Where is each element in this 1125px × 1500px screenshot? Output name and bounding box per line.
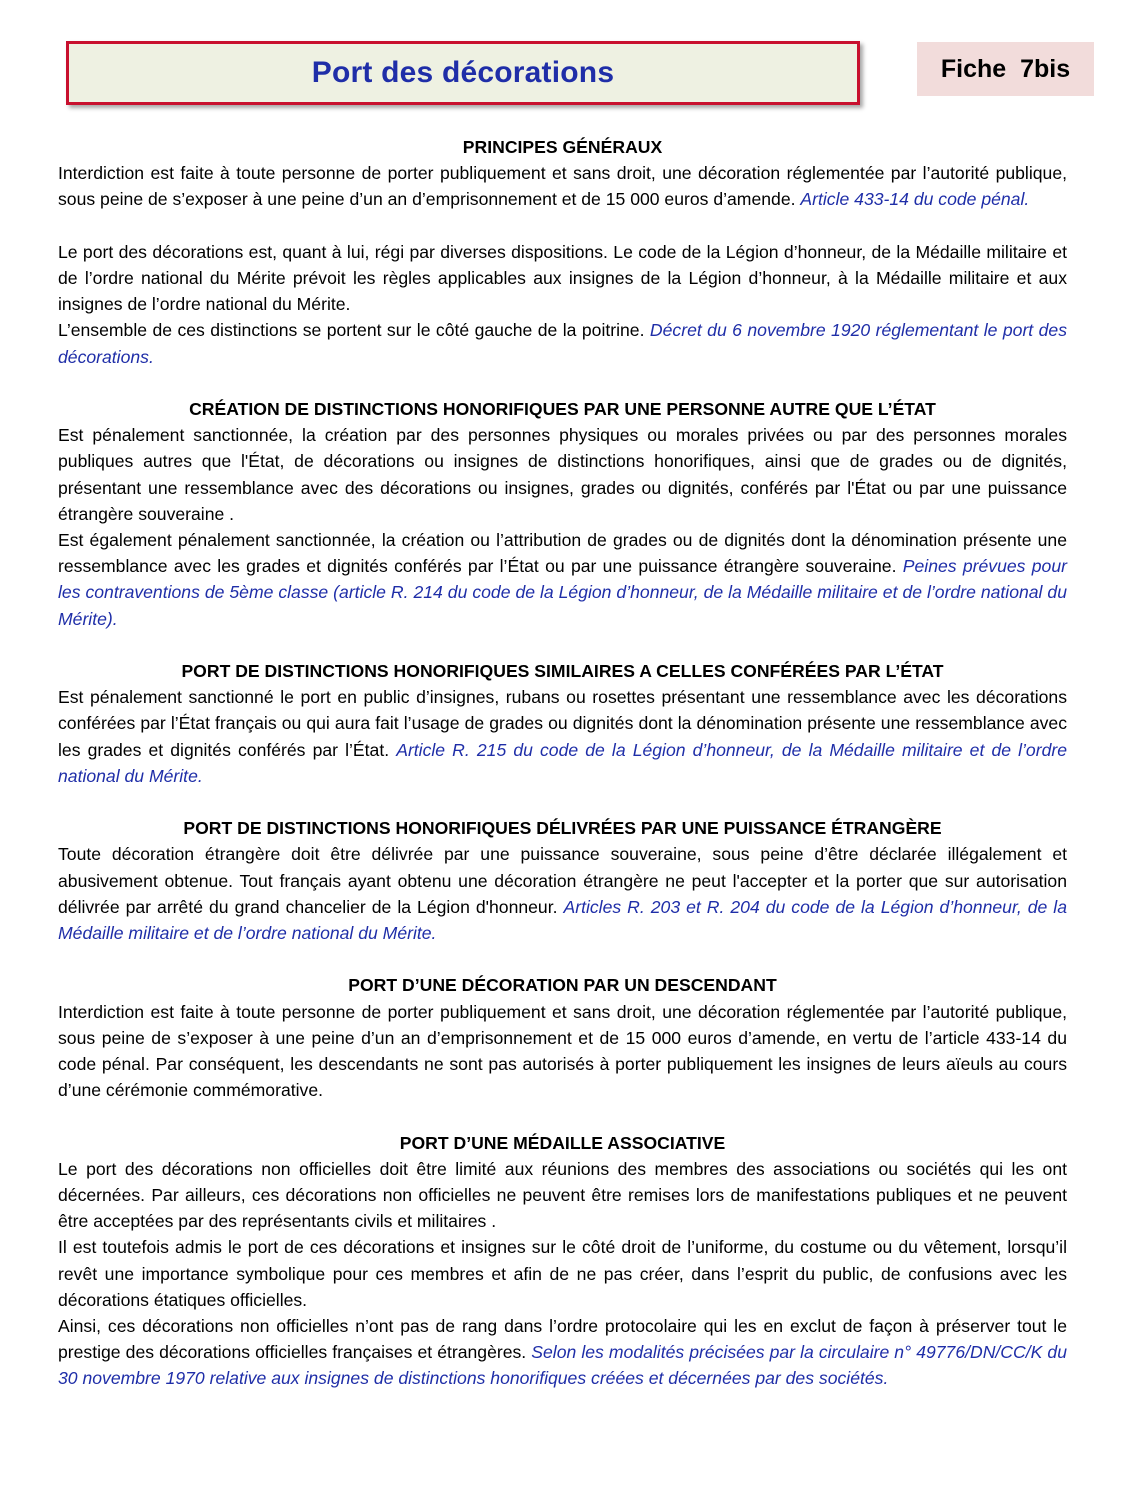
title-banner [66,41,860,105]
paragraph-text: Est pénalement sanctionné le port en public d’insignes, rubans ou rosettes présentant une ressemblance avec les décorations conférées par l’État français ou qui aura fait l’usage de grades ou dignités dont la dénomination présente une ressemblance avec les grades et dignités conférés par l’État. [58,687,1067,760]
paragraph [58,684,1067,789]
paragraph [58,160,1067,212]
section-heading: CRÉATION DE DISTINCTIONS HONORIFIQUES PAR UNE PERSONNE AUTRE QUE L’ÉTAT [189,399,936,419]
section-principes-generaux [58,134,1067,370]
section-heading: PORT D’UNE MÉDAILLE ASSOCIATIVE [399,1132,726,1153]
legal-reference: Décret du 6 novembre 1920 réglementant le port des décorations. [58,320,1067,367]
legal-reference: Articles R. 203 et R. 204 du code de la Légion d’honneur, de la Médaille militaire et de l’ordre national du Mérite. [58,896,1067,944]
paragraph-text: Est également pénalement sanctionnée, la création ou l’attribution de grades ou de dignités dont la dénomination présente une ressemblance avec les grades et dignités conférés par l’État ou par une puissance étrangère souveraine. [58,530,1067,577]
section-medaille-associative [58,1130,1067,1392]
fiche-label: Fiche 7bis [940,54,1071,83]
paragraph-text: Interdiction est faite à toute personne de porter publiquement et sans droit, une décoration réglementée par l’autorité publique, sous peine de s’exposer à une peine d’un an d’emprisonnement et de 15 000 euros d’amende. [58,163,1067,210]
legal-reference: Article R. 215 du code de la Légion d’honneur, de la Médaille militaire et de l’ordre national du Mérite. [58,739,1068,786]
paragraph-text: L’ensemble de ces distinctions se portent sur le côté gauche de la poitrine. [58,320,650,341]
paragraph-text: Ainsi, ces décorations non officielles n’ont pas de rang dans l’ordre protocolaire qui les en exclut de façon à préserver tout le prestige des décorations officielles françaises et étrangères. [58,1316,1067,1363]
section-heading: PORT DE DISTINCTIONS HONORIFIQUES SIMILAIRES A CELLES CONFÉRÉES PAR L’ÉTAT [181,661,944,682]
paragraph [58,1234,1067,1313]
section-port-distinctions-similaires [58,658,1067,789]
paragraph-text: Le port des décorations est, quant à lui, régi par diverses dispositions. Le code de la Légion d’honneur, de la Médaille militaire et de l’ordre national du Mérite prévoit les règles applicables aux insignes de la Légion d’honneur, à la Médaille militaire et aux insignes de l’ordre national du Mérite. [58,241,1067,315]
paragraph-text: Il est toutefois admis le port de ces décorations et insignes sur le côté droit de l’uniforme, du costume ou du vêtement, lorsqu’il revêt une importance symbolique pour ces membres et afin de ne pas créer, dans l’esprit du public, de confusions avec les décorations étatiques officielles. [58,1237,1067,1310]
paragraph-text: Le port des décorations non officielles doit être limité aux réunions des membres des associations ou sociétés qui les ont décernées. Par ailleurs, ces décorations non officielles ne peuvent être remises lors de manifestations publiques et ne peuvent être acceptées par des représentants civils et militaires . [58,1158,1067,1232]
paragraph [58,422,1067,527]
paragraph [58,239,1067,318]
legal-reference: Peines prévues pour les contraventions de 5ème classe (article R. 214 du code de la Légion d’honneur, de la Médaille militaire et de l’ordre national du Mérite). [58,556,1067,629]
section-creation-distinctions [58,396,1067,632]
paragraph-text: Interdiction est faite à toute personne de porter publiquement et sans droit, une décoration réglementée par l’autorité publique, sous peine de s’exposer à une peine d’un an d’emprisonnement et de 15 000 euros d’amende, en vertu de l’article 433-14 du code pénal. Par conséquent, les descendants ne sont pas autorisés à porter publiquement les insignes de leurs aïeuls au cours d’une cérémonie commémorative. [58,1001,1067,1101]
paragraph-text: Est pénalement sanctionnée, la création par des personnes physiques ou morales privées ou par des personnes morales publiques autres que l'État, de décorations ou insignes de distinctions honorifiques, ainsi que de grades ou de dignités, présentant une ressemblance avec des décorations ou insignes, grades ou dignités, conférés par l'État ou par une puissance étrangère souveraine . [58,425,1067,524]
paragraph [58,317,1067,369]
paragraph-text: Toute décoration étrangère doit être délivrée par une puissance souveraine, sous peine d’être déclarée illégalement et abusivement obtenue. Tout français ayant obtenu une décoration étrangère ne peut l'accepter et la porter que sur autorisation délivrée par arrêté du grand chancelier de la Légion d'honneur. [58,844,1067,917]
legal-reference: Selon les modalités précisées par la circulaire n° 49776/DN/CC/K du 30 novembre 1970 relative aux insignes de distinctions honorifiques créées et décernées par des sociétés. [58,1342,1067,1389]
paragraph [58,1156,1067,1235]
paragraph [58,841,1067,946]
document-body [58,134,1067,1392]
page-title: Port des décorations [311,56,615,89]
paragraph [58,999,1067,1104]
section-heading: PRINCIPES GÉNÉRAUX [462,137,663,157]
legal-reference: Article 433-14 du code pénal. [800,189,1030,210]
section-heading: PORT DE DISTINCTIONS HONORIFIQUES DÉLIVRÉES PAR UNE PUISSANCE ÉTRANGÈRE [183,818,942,839]
section-puissance-etrangere [58,815,1067,946]
paragraph [58,1313,1067,1392]
section-descendant [58,972,1067,1103]
section-heading: PORT D’UNE DÉCORATION PAR UN DESCENDANT [348,975,777,996]
fiche-badge [917,42,1094,96]
paragraph [58,527,1067,632]
